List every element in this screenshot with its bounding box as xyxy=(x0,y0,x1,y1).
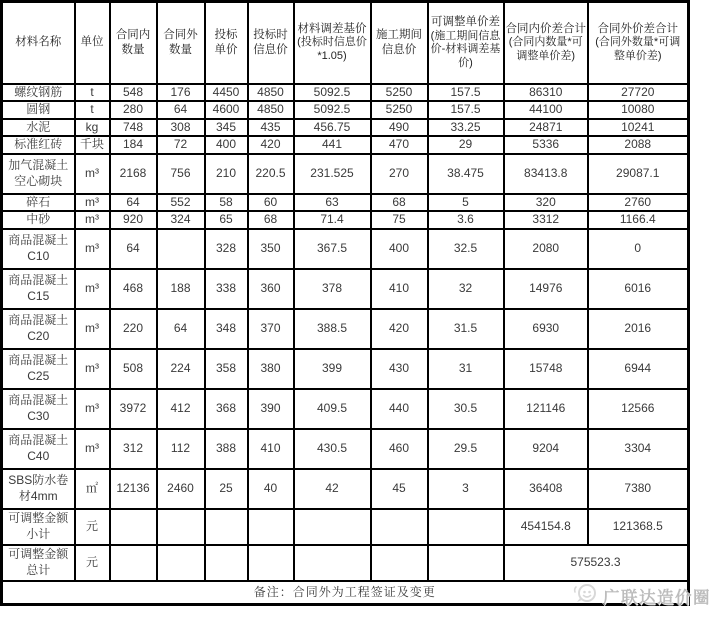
header-text xyxy=(373,25,426,61)
header-line: 材料名称 xyxy=(15,36,62,49)
value-cell: 5 xyxy=(428,194,504,212)
header-line: 数量 xyxy=(169,43,192,56)
value-cell: 176 xyxy=(157,84,205,102)
material-name-line: 总计 xyxy=(26,563,51,578)
value-cell: 320 xyxy=(504,194,589,212)
header-row xyxy=(2,2,689,84)
table-row xyxy=(2,469,689,509)
value-cell: 358 xyxy=(205,349,248,389)
material-name-line: 空心砌块 xyxy=(14,173,63,188)
material-name-line: 材4mm xyxy=(18,489,58,504)
value-cell: 350 xyxy=(248,229,294,269)
value-cell: 6930 xyxy=(504,309,589,349)
value-cell: t xyxy=(75,84,110,102)
table-row xyxy=(2,154,689,194)
header-formula: (合同外数量*可调整单价差) xyxy=(595,36,681,63)
material-name-cell xyxy=(2,229,75,269)
material-name-line: 商品混凝土 xyxy=(8,353,69,368)
value-cell: 25 xyxy=(205,469,248,509)
value-cell: 6944 xyxy=(588,349,688,389)
value-cell: 430.5 xyxy=(294,429,371,469)
header-line: 可调整单价差 xyxy=(431,15,500,28)
value-cell: m³ xyxy=(75,349,110,389)
value-cell: 40 xyxy=(248,469,294,509)
value-cell: 328 xyxy=(205,229,248,269)
table-row xyxy=(2,194,689,212)
value-cell: 9204 xyxy=(504,429,589,469)
value-cell: 367.5 xyxy=(294,229,371,269)
value-cell: 3.6 xyxy=(428,211,504,229)
value-cell: 412 xyxy=(157,389,205,429)
material-name-line: 圆钢 xyxy=(26,102,51,117)
value-cell: 45 xyxy=(371,469,428,509)
header-formula: (合同内数量*可调整单价差) xyxy=(508,36,583,63)
material-name-cell xyxy=(2,545,75,581)
value-cell: 345 xyxy=(205,119,248,137)
material-name-line: 碎石 xyxy=(26,194,51,209)
value-cell: m³ xyxy=(75,429,110,469)
value-cell: 157.5 xyxy=(428,101,504,119)
value-cell: 4850 xyxy=(248,84,294,102)
header-line: 投标 xyxy=(214,28,238,41)
value-cell: 千块 xyxy=(75,136,110,154)
value-cell: 370 xyxy=(248,309,294,349)
value-cell: 420 xyxy=(371,309,428,349)
header-line: 合同内 xyxy=(115,28,151,41)
value-cell: 6016 xyxy=(588,269,688,309)
material-name-line: 螺纹钢筋 xyxy=(14,84,63,99)
column-header xyxy=(294,2,371,84)
material-name-cell xyxy=(2,509,75,545)
value-cell: 64 xyxy=(157,101,205,119)
value-cell: 388.5 xyxy=(294,309,371,349)
value-cell: 36408 xyxy=(504,469,589,509)
value-cell: 112 xyxy=(157,429,205,469)
header-text xyxy=(506,19,587,67)
value-cell: 31.5 xyxy=(428,309,504,349)
material-name-cell xyxy=(2,154,75,194)
table-row xyxy=(2,211,689,229)
blank-cell xyxy=(110,545,157,581)
value-cell: 231.525 xyxy=(294,154,371,194)
value-cell: t xyxy=(75,101,110,119)
value-cell: 3972 xyxy=(110,389,157,429)
value-cell: 280 xyxy=(110,101,157,119)
value-cell: 470 xyxy=(371,136,428,154)
column-header xyxy=(588,2,688,84)
material-name-line: C20 xyxy=(27,329,50,344)
material-name-line: C25 xyxy=(27,369,50,384)
value-cell: 508 xyxy=(110,349,157,389)
value-cell: 2080 xyxy=(504,229,589,269)
value-cell: 0 xyxy=(588,229,688,269)
header-line: 数量 xyxy=(121,43,145,56)
header-formula: (施工期间信息价-材料调差基价) xyxy=(430,29,501,70)
value-cell: 31 xyxy=(428,349,504,389)
value-cell: 188 xyxy=(157,269,205,309)
note-row xyxy=(2,581,689,604)
material-name-cell xyxy=(2,211,75,229)
value-cell: 399 xyxy=(294,349,371,389)
header-line: 合同内价差合计 xyxy=(505,22,586,35)
value-cell: m³ xyxy=(75,229,110,269)
value-cell: 410 xyxy=(371,269,428,309)
value-cell: 86310 xyxy=(504,84,589,102)
header-text xyxy=(159,25,203,61)
value-cell: 10241 xyxy=(588,119,688,137)
blank-cell xyxy=(428,545,504,581)
value-cell: 368 xyxy=(205,389,248,429)
column-header xyxy=(157,2,205,84)
header-line: 单价 xyxy=(214,43,238,56)
material-name-line: 可调整金额 xyxy=(8,547,69,562)
value-cell: 3304 xyxy=(588,429,688,469)
value-cell: 12136 xyxy=(110,469,157,509)
table-row xyxy=(2,269,689,309)
value-cell: 42 xyxy=(294,469,371,509)
header-line: 合同外价差合计 xyxy=(597,22,678,35)
table-body xyxy=(2,84,689,605)
column-header xyxy=(248,2,294,84)
material-name-cell xyxy=(2,429,75,469)
subtotal-value: 121368.5 xyxy=(588,509,688,545)
material-name-cell xyxy=(2,84,75,102)
blank-cell xyxy=(248,509,294,545)
value-cell: 390 xyxy=(248,389,294,429)
blank-cell xyxy=(205,509,248,545)
material-name-line: 商品混凝土 xyxy=(8,273,69,288)
value-cell: 5336 xyxy=(504,136,589,154)
value-cell: 65 xyxy=(205,211,248,229)
table-row xyxy=(2,136,689,154)
column-header xyxy=(428,2,504,84)
blank-cell xyxy=(371,509,428,545)
material-name-cell xyxy=(2,389,75,429)
value-cell: 5250 xyxy=(371,84,428,102)
value-cell: 29.5 xyxy=(428,429,504,469)
value-cell: m³ xyxy=(75,211,110,229)
value-cell: 308 xyxy=(157,119,205,137)
blank-cell xyxy=(248,545,294,581)
value-cell: 210 xyxy=(205,154,248,194)
header-formula: (投标时信息价*1.05) xyxy=(297,36,367,63)
material-name-line: 小计 xyxy=(26,527,51,542)
value-cell: kg xyxy=(75,119,110,137)
value-cell: 30.5 xyxy=(428,389,504,429)
value-cell: 388 xyxy=(205,429,248,469)
value-cell: 12566 xyxy=(588,389,688,429)
table-row xyxy=(2,101,689,119)
value-cell xyxy=(157,229,205,269)
material-name-line: 加气混凝土 xyxy=(8,158,69,173)
material-name-line: 商品混凝土 xyxy=(8,233,69,248)
column-header xyxy=(110,2,157,84)
table-row xyxy=(2,84,689,102)
value-cell: 380 xyxy=(248,349,294,389)
material-name-cell xyxy=(2,469,75,509)
material-name-line: 商品混凝土 xyxy=(8,393,69,408)
table-row xyxy=(2,389,689,429)
subtotal-value: 454154.8 xyxy=(504,509,589,545)
value-cell: 24871 xyxy=(504,119,589,137)
blank-cell xyxy=(428,509,504,545)
value-cell: 44100 xyxy=(504,101,589,119)
material-name-line: 水泥 xyxy=(26,119,51,134)
table-row xyxy=(2,429,689,469)
header-line: 施工期间 xyxy=(376,28,422,41)
value-cell: 552 xyxy=(157,194,205,212)
header-text xyxy=(430,12,502,74)
material-name-cell xyxy=(2,136,75,154)
value-cell: 7380 xyxy=(588,469,688,509)
value-cell: 756 xyxy=(157,154,205,194)
table-header xyxy=(2,2,689,84)
value-cell: 184 xyxy=(110,136,157,154)
value-cell: 15748 xyxy=(504,349,589,389)
value-cell: 64 xyxy=(110,194,157,212)
value-cell: 1166.4 xyxy=(588,211,688,229)
material-name-line: 商品混凝土 xyxy=(8,433,69,448)
value-cell: 360 xyxy=(248,269,294,309)
value-cell: 5092.5 xyxy=(294,84,371,102)
value-cell: m³ xyxy=(75,389,110,429)
value-cell: 83413.8 xyxy=(504,154,589,194)
value-cell: 420 xyxy=(248,136,294,154)
value-cell: 4450 xyxy=(205,84,248,102)
value-cell: 10080 xyxy=(588,101,688,119)
value-cell: 121146 xyxy=(504,389,589,429)
value-cell: 71.4 xyxy=(294,211,371,229)
column-header xyxy=(205,2,248,84)
header-line: 材料调差基价 xyxy=(297,22,367,35)
table-row xyxy=(2,119,689,137)
value-cell: 2460 xyxy=(157,469,205,509)
column-header xyxy=(2,2,75,84)
header-line: 单位 xyxy=(80,36,104,49)
value-cell: 548 xyxy=(110,84,157,102)
value-cell: 460 xyxy=(371,429,428,469)
value-cell: 64 xyxy=(110,229,157,269)
blank-cell xyxy=(294,509,371,545)
value-cell: 490 xyxy=(371,119,428,137)
blank-cell xyxy=(110,509,157,545)
header-line: 信息价 xyxy=(381,43,417,56)
header-line: 信息价 xyxy=(253,43,288,56)
value-cell: 2760 xyxy=(588,194,688,212)
value-cell: 338 xyxy=(205,269,248,309)
value-cell: 920 xyxy=(110,211,157,229)
value-cell: 60 xyxy=(248,194,294,212)
column-header xyxy=(75,2,110,84)
value-cell: 378 xyxy=(294,269,371,309)
value-cell: 75 xyxy=(371,211,428,229)
column-header xyxy=(504,2,589,84)
value-cell: 2088 xyxy=(588,136,688,154)
value-cell: 72 xyxy=(157,136,205,154)
value-cell: 270 xyxy=(371,154,428,194)
value-cell: 400 xyxy=(371,229,428,269)
blank-cell xyxy=(294,545,371,581)
value-cell: m³ xyxy=(75,194,110,212)
table-row xyxy=(2,309,689,349)
value-cell: 4850 xyxy=(248,101,294,119)
value-cell: 68 xyxy=(248,211,294,229)
value-cell: 32.5 xyxy=(428,229,504,269)
value-cell: 33.25 xyxy=(428,119,504,137)
value-cell: 5250 xyxy=(371,101,428,119)
table-row xyxy=(2,349,689,389)
value-cell: 14976 xyxy=(504,269,589,309)
material-name-line: C10 xyxy=(27,249,50,264)
note-cell: 备注：合同外为工程签证及变更 xyxy=(2,581,689,604)
material-name-line: C15 xyxy=(27,289,50,304)
value-cell: 312 xyxy=(110,429,157,469)
value-cell: 38.475 xyxy=(428,154,504,194)
value-cell: 220 xyxy=(110,309,157,349)
table-row xyxy=(2,229,689,269)
value-cell: 3312 xyxy=(504,211,589,229)
material-name-line: C30 xyxy=(27,409,50,424)
header-text xyxy=(112,25,155,61)
header-line: 合同外 xyxy=(163,28,198,41)
blank-cell xyxy=(157,545,205,581)
header-text xyxy=(250,25,292,61)
value-cell: 410 xyxy=(248,429,294,469)
value-cell: 348 xyxy=(205,309,248,349)
value-cell: 430 xyxy=(371,349,428,389)
material-name-cell xyxy=(2,101,75,119)
value-cell: 2016 xyxy=(588,309,688,349)
value-cell: m³ xyxy=(75,154,110,194)
value-cell: 2168 xyxy=(110,154,157,194)
value-cell: 440 xyxy=(371,389,428,429)
value-cell: 324 xyxy=(157,211,205,229)
header-line: 投标时 xyxy=(253,28,288,41)
total-row xyxy=(2,545,689,581)
material-name-cell xyxy=(2,194,75,212)
material-name-cell xyxy=(2,309,75,349)
value-cell: 400 xyxy=(205,136,248,154)
material-name-cell xyxy=(2,349,75,389)
material-name-line: C40 xyxy=(27,449,50,464)
value-cell: m³ xyxy=(75,269,110,309)
material-name-line: 标准红砖 xyxy=(14,137,63,152)
header-text xyxy=(590,19,686,67)
material-name-cell xyxy=(2,119,75,137)
blank-cell xyxy=(157,509,205,545)
blank-cell xyxy=(371,545,428,581)
value-cell: m³ xyxy=(75,309,110,349)
material-name-cell xyxy=(2,269,75,309)
column-header xyxy=(371,2,428,84)
value-cell: 29 xyxy=(428,136,504,154)
value-cell: ㎡ xyxy=(75,469,110,509)
value-cell: 468 xyxy=(110,269,157,309)
value-cell: 5092.5 xyxy=(294,101,371,119)
header-text xyxy=(4,32,73,53)
value-cell: 29087.1 xyxy=(588,154,688,194)
material-name-line: 商品混凝土 xyxy=(8,313,69,328)
unit-cell: 元 xyxy=(75,545,110,581)
material-name-line: SBS防水卷 xyxy=(8,473,69,488)
value-cell: 32 xyxy=(428,269,504,309)
header-text xyxy=(207,25,246,61)
value-cell: 748 xyxy=(110,119,157,137)
value-cell: 220.5 xyxy=(248,154,294,194)
value-cell: 441 xyxy=(294,136,371,154)
material-name-line: 中砂 xyxy=(26,212,51,227)
value-cell: 58 xyxy=(205,194,248,212)
value-cell: 64 xyxy=(157,309,205,349)
value-cell: 435 xyxy=(248,119,294,137)
subtotal-row xyxy=(2,509,689,545)
value-cell: 224 xyxy=(157,349,205,389)
blank-cell xyxy=(205,545,248,581)
material-name-line: 可调整金额 xyxy=(8,511,69,526)
value-cell: 68 xyxy=(371,194,428,212)
unit-cell: 元 xyxy=(75,509,110,545)
value-cell: 3 xyxy=(428,469,504,509)
value-cell: 409.5 xyxy=(294,389,371,429)
value-cell: 456.75 xyxy=(294,119,371,137)
value-cell: 27720 xyxy=(588,84,688,102)
watermark-text: 广联达造价圈 xyxy=(603,589,711,607)
value-cell: 4600 xyxy=(205,101,248,119)
total-value: 575523.3 xyxy=(504,545,689,581)
header-text xyxy=(296,19,369,67)
value-cell: 157.5 xyxy=(428,84,504,102)
header-text xyxy=(77,32,108,53)
value-cell: 63 xyxy=(294,194,371,212)
